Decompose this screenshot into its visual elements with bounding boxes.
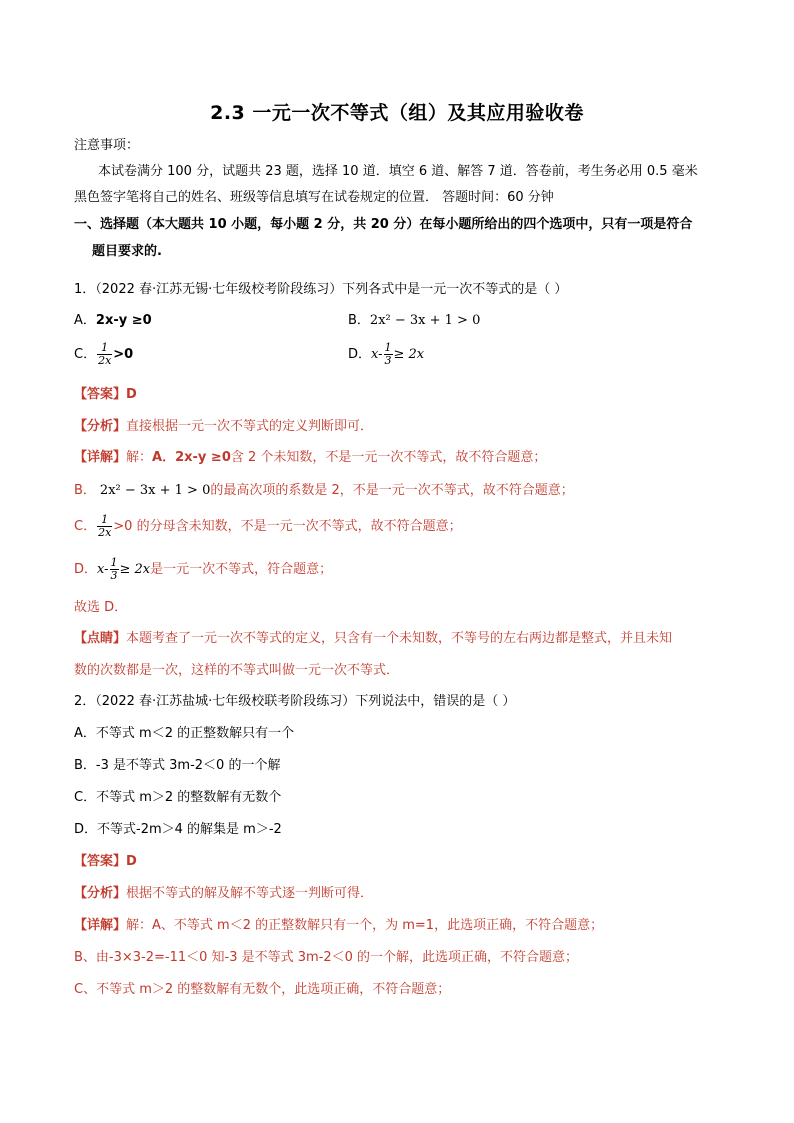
- q1-option-a-expr: 2x-y ≥0: [95, 313, 152, 328]
- detail-prefix: 解：: [126, 450, 153, 465]
- q1-option-a: [74, 311, 152, 331]
- comment-text: 本题考查了一元一次不等式的定义，只含有一个未知数，不等号的左右两边都是整式，并且未知: [126, 631, 673, 646]
- q1-option-d-rest: ≥ 2x: [393, 347, 425, 362]
- q2-answer: [74, 852, 724, 872]
- q1-answer: [74, 385, 724, 405]
- q1-option-c-rest: >0: [113, 347, 134, 362]
- q1-option-d: [348, 342, 424, 367]
- fraction-denominator: 3: [384, 354, 392, 367]
- q1-option-d-pre: x-: [371, 347, 383, 362]
- comment-tag: 【点睛】: [74, 631, 127, 646]
- q2-detail-a: [74, 916, 724, 936]
- q1-choose: 故选 D．: [74, 600, 128, 615]
- fraction-numerator: 1: [97, 342, 112, 355]
- analysis-text: 根据不等式的解及解不等式逐一判断可得．: [126, 886, 374, 901]
- q1-option-b-expr: 2x² − 3x + 1 > 0: [369, 313, 481, 328]
- section-heading-line-1: 一、选择题（本大题共 10 小题，每小题 2 分，共 20 分）在每小题所给出的四个选项中，只有一项是符合: [74, 217, 693, 232]
- fraction-numerator: 1: [110, 556, 118, 569]
- fraction-denominator: 2x: [98, 526, 112, 539]
- q1-detail-d: [74, 557, 724, 582]
- q1-detail-a: [74, 448, 724, 468]
- q2-option-c: C．不等式 m＞2 的整数解有无数个: [74, 790, 282, 805]
- q1-option-d-label: D．: [348, 347, 372, 362]
- detail-tag: 【详解】: [74, 450, 127, 465]
- notice-heading: 注意事项：: [74, 138, 140, 153]
- answer-tag: 【答案】: [74, 854, 127, 869]
- q1-option-b-label: B．: [348, 313, 370, 328]
- analysis-tag: 【分析】: [74, 886, 127, 901]
- q1-comment-1: [74, 629, 724, 649]
- section-heading-line-2: 题目要求的.: [92, 244, 162, 259]
- q2-detail-b: B、由-3×3-2=-11＜0 知-3 是不等式 3m-2＜0 的一个解，此选项正确，不符合题意；: [74, 950, 579, 965]
- answer-tag: 【答案】: [74, 387, 127, 402]
- fraction-denominator: 2x: [98, 354, 112, 367]
- q1-option-c-label: C．: [74, 347, 97, 362]
- q2-stem: 2．（2022 春·江苏盐城·七年级校联考阶段练习）下列说法中，错误的是（ ）: [74, 694, 516, 709]
- page-title: 2.3 一元一次不等式（组）及其应用验收卷: [210, 102, 584, 124]
- detail-expr: ≥ 2x: [119, 562, 151, 577]
- detail-expr: 2x² − 3x + 1 > 0: [99, 483, 211, 498]
- q1-analysis: [74, 417, 724, 437]
- detail-fraction: [97, 514, 112, 539]
- q1-detail-b: [74, 481, 724, 501]
- q1-detail-c: [74, 514, 724, 539]
- detail-label: C．: [74, 519, 97, 534]
- q2-analysis: [74, 884, 724, 904]
- detail-expr: 2x-y ≥0: [175, 450, 231, 465]
- q1-option-a-label: A．: [74, 313, 96, 328]
- fraction-denominator: 3: [110, 569, 118, 582]
- detail-text: >0 的分母含未知数，不是一元一次不等式，故不符合题意；: [113, 519, 462, 534]
- detail-text: 含 2 个未知数，不是一元一次不等式，故不符合题意；: [230, 450, 547, 465]
- analysis-text: 直接根据一元一次不等式的定义判断即可．: [126, 419, 374, 434]
- notice-line-1: 本试卷满分 100 分，试题共 23 题，选择 10 道．填空 6 道、解答 7 道．答卷前，考生务必用 0.5 毫米: [98, 164, 698, 179]
- q1-stem: 1．（2022 春·江苏无锡·七年级校考阶段练习）下列各式中是一元一次不等式的是（ ）: [74, 282, 568, 297]
- detail-text: 解：A、不等式 m＜2 的正整数解只有一个，为 m=1，此选项正确，不符合题意；: [126, 918, 604, 933]
- q1-comment-2: 数的次数都是一次，这样的不等式叫做一元一次不等式．: [74, 663, 400, 678]
- analysis-tag: 【分析】: [74, 419, 127, 434]
- detail-tag: 【详解】: [74, 918, 127, 933]
- q1-option-d-fraction: [384, 342, 393, 367]
- detail-text: 是一元一次不等式，符合题意；: [150, 562, 333, 577]
- q2-option-d: D．不等式-2m＞4 的解集是 m＞-2: [74, 822, 282, 837]
- detail-label: B．: [74, 483, 96, 498]
- q2-detail-c: C、不等式 m＞2 的整数解有无数个，此选项正确，不符合题意；: [74, 982, 451, 997]
- detail-label: D．: [74, 562, 98, 577]
- fraction-numerator: 1: [384, 341, 392, 354]
- detail-label: A．: [152, 450, 176, 465]
- q1-option-c-fraction: [97, 342, 112, 367]
- q1-option-c: [74, 342, 133, 367]
- q1-option-b: [348, 311, 480, 331]
- q2-option-a: A．不等式 m＜2 的正整数解只有一个: [74, 726, 295, 741]
- detail-text: 的最高次项的系数是 2，不是一元一次不等式，故不符合题意；: [210, 483, 574, 498]
- answer-value: D: [126, 854, 137, 869]
- notice-line-2: 黑色签字笔将自己的姓名、班级等信息填写在试卷规定的位置． 答题时间：60 分钟: [74, 190, 554, 205]
- detail-fraction: [110, 557, 119, 582]
- answer-value: D: [126, 387, 137, 402]
- q2-option-b: B．-3 是不等式 3m-2＜0 的一个解: [74, 758, 281, 773]
- fraction-numerator: 1: [97, 514, 112, 527]
- detail-expr-pre: x-: [97, 562, 109, 577]
